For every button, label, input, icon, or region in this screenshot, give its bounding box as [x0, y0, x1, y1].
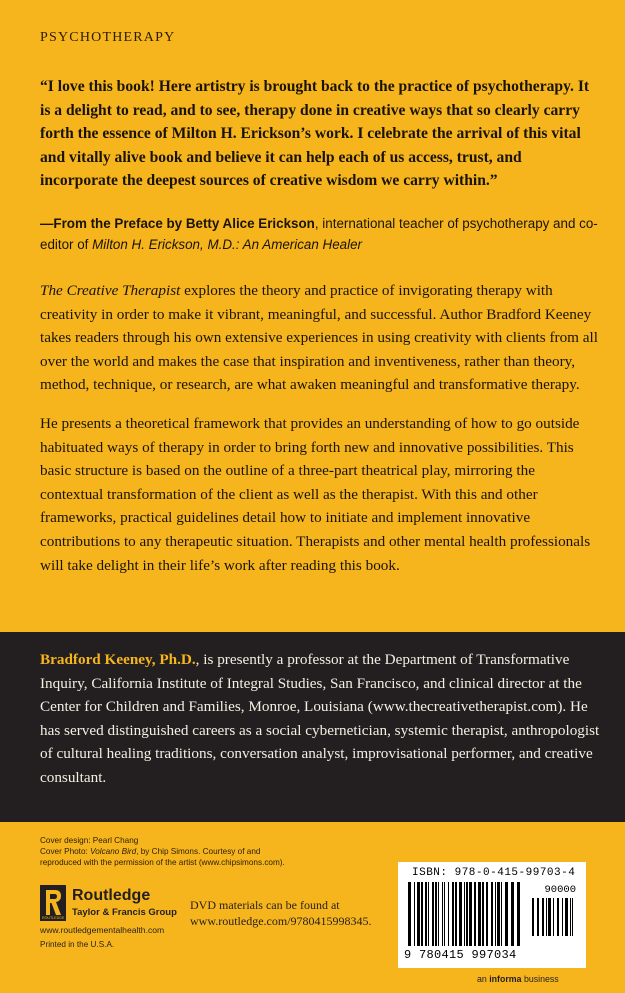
- informa-brand: informa: [489, 974, 522, 984]
- barcode-bar: [478, 882, 481, 946]
- price-barcode: [532, 898, 576, 936]
- barcode-bar: [517, 882, 520, 946]
- cover-photo-credit-line2: reproduced with the permission of the artist (www.chipsimons.com).: [40, 857, 285, 867]
- author-name: Bradford Keeney, Ph.D.: [40, 651, 196, 668]
- barcode-bar: [466, 882, 468, 946]
- barcode-bar: [452, 882, 454, 946]
- barcode-bar: [553, 898, 554, 936]
- informa-suffix: business: [521, 974, 559, 984]
- barcode-bar: [442, 882, 443, 946]
- routledge-logo-icon: [40, 885, 66, 921]
- barcode-bar: [425, 882, 427, 946]
- barcode-bar: [414, 882, 415, 946]
- barcode-bar: [486, 882, 488, 946]
- attribution-book: Milton H. Erickson, M.D.: An American Healer: [92, 237, 362, 252]
- barcode-bar: [570, 898, 571, 936]
- barcode-bar: [408, 882, 411, 946]
- barcode-bar: [532, 898, 534, 936]
- cover-photo-prefix: Cover Photo:: [40, 846, 91, 856]
- barcode-bar: [495, 882, 496, 946]
- barcode-bar: [428, 882, 429, 946]
- isbn-text: ISBN: 978-0-415-99703-4: [412, 867, 576, 879]
- description-paragraph-1: [40, 279, 600, 397]
- description-paragraph-2: He presents a theoretical framework that provides an understanding of how to go outside habituated ways of therapy in order to bring forth new and innovative possibilities. This basic structure is based on the outline of a three-part theatrical play, mirroring the contextual transformation of the client as well as the therapist. With this and other frameworks, practical guidelines detail how to initiate and implement innovative contributions to any therapeutic situation. Therapists and other mental health professionals will take delight in their life’s work after reading this book.: [40, 415, 591, 574]
- barcode-bar: [491, 882, 493, 946]
- informa-tagline: [477, 974, 559, 984]
- category-label: PSYCHOTHERAPY: [40, 30, 176, 45]
- barcode-bar: [497, 882, 500, 946]
- barcode-bar: [537, 898, 539, 936]
- attribution-role: , international teacher of psychotherapy and co-editor of: [40, 216, 598, 252]
- barcode-bar: [542, 898, 544, 936]
- cover-photo-credit: [40, 847, 330, 858]
- barcode-bar: [548, 898, 551, 936]
- dvd-notice: [190, 898, 400, 929]
- barcode-bar: [482, 882, 484, 946]
- quote-attribution: [40, 213, 600, 255]
- printed-in: Printed in the U.S.A.: [40, 940, 115, 949]
- barcode-bar: [557, 898, 559, 936]
- attribution-name: —From the Preface by Betty Alice Erickson: [40, 216, 315, 231]
- author-bio-text: , is presently a professor at the Department of Transformative Inquiry, California Institute of Integral Studies, San Francisco, and clinical director at the Center for Children and Families, Monroe, Louisiana (www.thecreativetherapist.com). He has served distinguished careers as a social cybernetician, systemic therapist, anthropologist of cultural healing traditions, conversation analyst, improvisational performer, and creative consultant.: [40, 651, 600, 786]
- barcode-bar: [562, 898, 563, 936]
- isbn-barcode: [408, 882, 520, 948]
- dvd-notice-line1: DVD materials can be found at: [190, 898, 340, 912]
- barcode-bar: [459, 882, 462, 946]
- preface-quote: “I love this book! Here artistry is brought back to the practice of psychotherapy. It is a delight to read, and to see, therapy done in creative ways that so clearly carry forth the essence of Milton H. Erickson’s work. I celebrate the arrival of this vital and vitally alive book and believe it can help each of us access, trust, and incorporate the deepest sources of creative wisdom we carry within.”: [40, 78, 590, 189]
- barcode-bar: [421, 882, 423, 946]
- barcode-bar: [469, 882, 472, 946]
- barcode-bar: [505, 882, 508, 946]
- barcode-bar: [572, 898, 573, 936]
- barcode-bar: [435, 882, 437, 946]
- barcode-digits: 9 780415 997034: [404, 948, 517, 962]
- barcode-bar: [565, 898, 568, 936]
- cover-credits: [40, 836, 330, 868]
- cover-photo-suffix: , by Chip Simons. Courtesy of and: [136, 846, 261, 856]
- cover-design-credit: Cover design: Pearl Chang: [40, 836, 139, 845]
- cover-photo-title: Volcano Bird: [90, 846, 137, 856]
- barcode-bar: [546, 898, 547, 936]
- publisher-name: Routledge: [72, 887, 151, 904]
- logo-mark-text: ROUTLEDGE: [42, 916, 65, 920]
- author-bio: [40, 648, 602, 790]
- barcode-bar: [444, 882, 445, 946]
- barcode-bar: [448, 882, 449, 946]
- publisher-group: Taylor & Francis Group: [72, 907, 177, 918]
- barcode-bar: [511, 882, 514, 946]
- barcode-bar: [501, 882, 502, 946]
- book-title: The Creative Therapist: [40, 282, 181, 299]
- barcode-bar: [432, 882, 434, 946]
- description-paragraph-1-text: explores the theory and practice of invigorating therapy with creativity in order to make it vibrant, meaningful, and successful. Author Bradford Keeney takes readers through his own extensive experiences in using creativity with clients from all over the world and makes the case that inspiration and inventiveness, rather than theory, method, technique, or research, are what awaken meaningful and transformative therapy.: [40, 282, 598, 394]
- dvd-url: www.routledge.com/9780415998345.: [190, 913, 372, 928]
- publisher-website: www.routledgementalhealth.com: [40, 925, 165, 935]
- barcode-bar: [455, 882, 457, 946]
- barcode-bar: [438, 882, 439, 946]
- barcode-panel: [398, 862, 586, 968]
- price-code: 90000: [544, 884, 576, 896]
- barcode-bar: [417, 882, 420, 946]
- informa-prefix: an: [477, 974, 490, 984]
- barcode-bar: [474, 882, 476, 946]
- barcode-bar: [464, 882, 465, 946]
